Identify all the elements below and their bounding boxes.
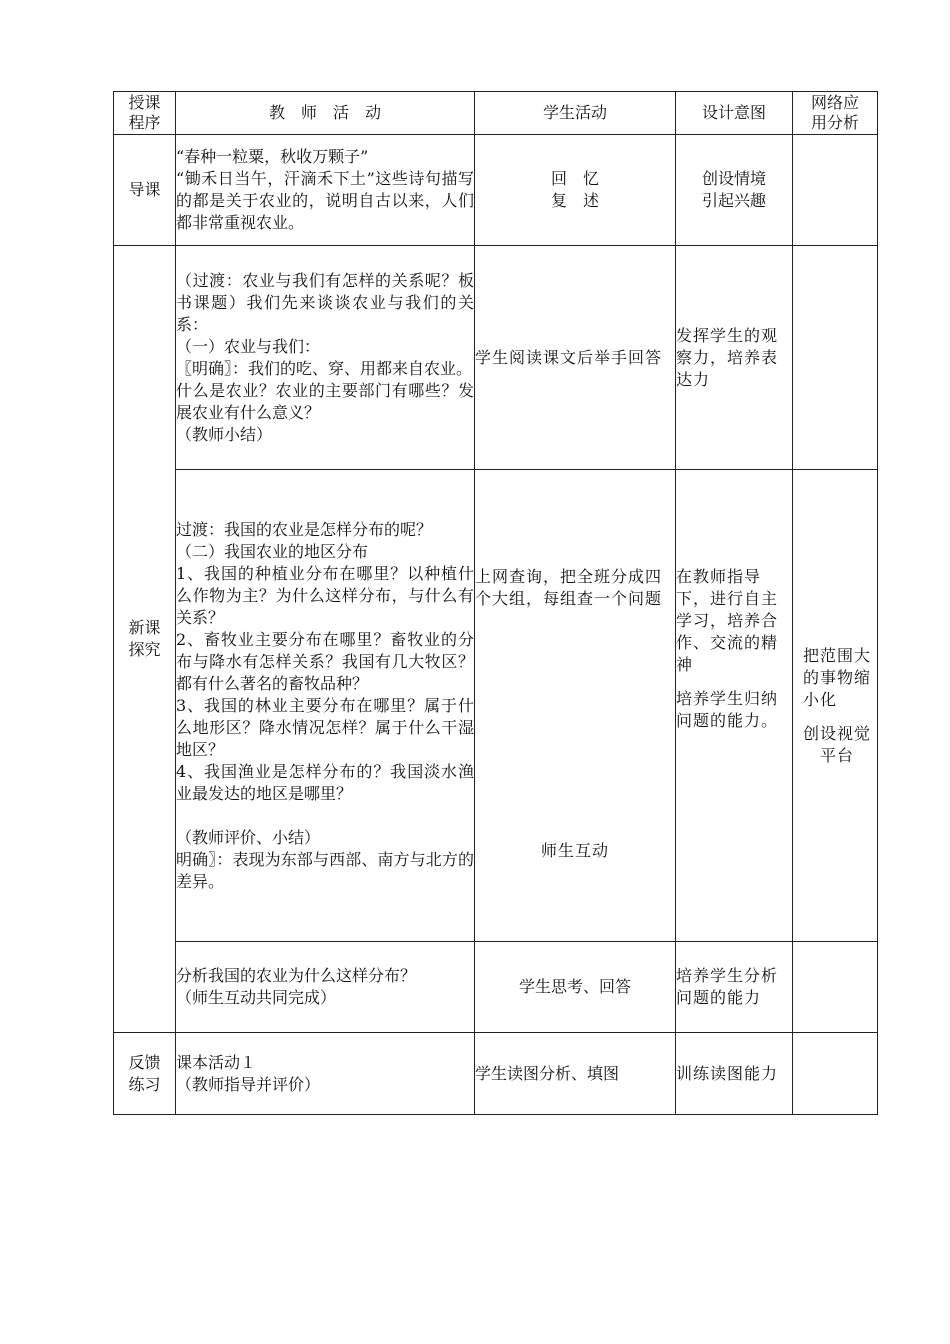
intro-student-line2: 复 述 bbox=[550, 191, 599, 210]
header-row bbox=[114, 92, 878, 135]
explore-stage-line1: 新课 bbox=[128, 618, 161, 637]
explore-row-2 bbox=[114, 470, 878, 942]
explore-2-design-cell bbox=[676, 470, 793, 942]
intro-poem-line: “春种一粒粟，秋收万颗子” bbox=[176, 147, 369, 166]
explore-2-student-cell bbox=[475, 470, 676, 942]
intro-teacher-text: “锄禾日当午，汗滴禾下土”这些诗句描写的都是关于农业的，说明自古以来，人们都非常重视农业。 bbox=[176, 169, 474, 232]
induction-text: 培养学生归纳问题的能力。 bbox=[676, 689, 779, 730]
intro-network-cell bbox=[793, 135, 878, 246]
feedback-stage bbox=[114, 1033, 176, 1115]
header-teacher: 教 师 活 动 bbox=[176, 92, 475, 135]
section-2-heading: （二）我国农业的地区分布 bbox=[176, 541, 369, 561]
header-program-line1: 授课 bbox=[128, 93, 161, 112]
header-network-line2: 用分析 bbox=[810, 113, 859, 132]
feedback-student-cell: 学生读图分析、填图 bbox=[475, 1033, 676, 1115]
intro-student-line1: 回 忆 bbox=[550, 169, 599, 188]
summary-text: （教师小结） bbox=[176, 424, 273, 444]
feedback-stage-line2: 练习 bbox=[128, 1074, 161, 1094]
conclusion-text: 明确〗：表现为东部与西部、南方与北方的差异。 bbox=[176, 849, 474, 891]
network-visual-text: 创设视觉平台 bbox=[803, 723, 872, 765]
section-1-heading: （一）农业与我们： bbox=[176, 336, 321, 356]
questions-text: 什么是农业？农业的主要部门有哪些？发展农业有什么意义？ bbox=[176, 380, 474, 422]
clarify-text: 〖明确〗：我们的吃、穿、用都来自农业。 bbox=[176, 358, 473, 378]
explore-stage-line2: 探究 bbox=[128, 640, 161, 659]
feedback-row bbox=[114, 1033, 878, 1115]
explore-1-network-cell bbox=[793, 246, 878, 470]
question-2: 2、畜牧业主要分布在哪里？畜牧业的分布与降水有怎样关系？我国有几大牧区？都有什么著名的畜牧品种？ bbox=[176, 629, 474, 693]
explore-row-1 bbox=[114, 246, 878, 470]
feedback-network-cell bbox=[793, 1033, 878, 1115]
interaction-text: 师生互动 bbox=[540, 841, 609, 860]
teacher-guidance: （教师指导并评价） bbox=[176, 1074, 321, 1094]
intro-stage: 导课 bbox=[114, 135, 176, 246]
explore-3-network-cell bbox=[793, 942, 878, 1033]
feedback-teacher-cell bbox=[176, 1033, 475, 1115]
header-design: 设计意图 bbox=[676, 92, 793, 135]
network-scale-text: 把范围大的事物缩小化 bbox=[803, 645, 872, 709]
transition-2-text: 过渡：我国的农业是怎样分布的呢？ bbox=[176, 519, 433, 539]
intro-design-cell bbox=[676, 135, 793, 246]
explore-1-teacher-cell bbox=[176, 246, 475, 470]
textbook-activity: 课本活动１ bbox=[176, 1052, 257, 1072]
analysis-question: 分析我国的农业为什么这样分布？ bbox=[176, 966, 417, 985]
explore-stage bbox=[114, 246, 176, 1033]
explore-2-network-cell bbox=[793, 470, 878, 942]
intro-row bbox=[114, 135, 878, 246]
cooperation-text: （师生互动共同完成） bbox=[176, 988, 337, 1007]
explore-3-design-cell: 培养学生分析问题的能力 bbox=[676, 942, 793, 1033]
self-study-text: 在教师指导下，进行自主学习，培养合作、交流的精神 bbox=[676, 567, 779, 674]
explore-2-teacher-cell bbox=[176, 470, 475, 942]
explore-row-3 bbox=[114, 942, 878, 1033]
evaluation-text: （教师评价、小结） bbox=[176, 827, 321, 847]
question-1: 1、我国的种植业分布在哪里？以种植什么作物为主？为什么这样分布，与什么有关系？ bbox=[176, 563, 474, 627]
header-program-line2: 程序 bbox=[128, 113, 161, 132]
transition-text: （过渡：农业与我们有怎样的关系呢？板书课题）我们先来谈谈农业与我们的关系： bbox=[176, 270, 474, 334]
intro-student-cell bbox=[475, 135, 676, 246]
explore-3-teacher-cell bbox=[176, 942, 475, 1033]
header-network bbox=[793, 92, 878, 135]
feedback-stage-line1: 反馈 bbox=[128, 1052, 161, 1072]
explore-1-design-cell: 发挥学生的观察力，培养表达力 bbox=[676, 246, 793, 470]
question-3: 3、我国的林业主要分布在哪里？属于什么地形区？降水情况怎样？属于什么干湿地区？ bbox=[176, 695, 474, 759]
lesson-plan-table bbox=[113, 91, 878, 1115]
intro-teacher-cell bbox=[176, 135, 475, 246]
online-research-text: 上网查询，把全班分成四个大组，每组查一个问题 bbox=[475, 567, 663, 608]
header-program bbox=[114, 92, 176, 135]
question-4: 4、我国渔业是怎样分布的？我国淡水渔业最发达的地区是哪里？ bbox=[176, 761, 474, 803]
explore-3-student-cell: 学生思考、回答 bbox=[475, 942, 676, 1033]
header-student: 学生活动 bbox=[475, 92, 676, 135]
feedback-design-cell: 训练读图能力 bbox=[676, 1033, 793, 1115]
header-network-line1: 网络应 bbox=[810, 93, 859, 112]
explore-1-student-cell: 学生阅读课文后举手回答 bbox=[475, 246, 676, 470]
intro-design-line2: 引起兴趣 bbox=[701, 191, 766, 210]
intro-design-line1: 创设情境 bbox=[701, 169, 766, 188]
